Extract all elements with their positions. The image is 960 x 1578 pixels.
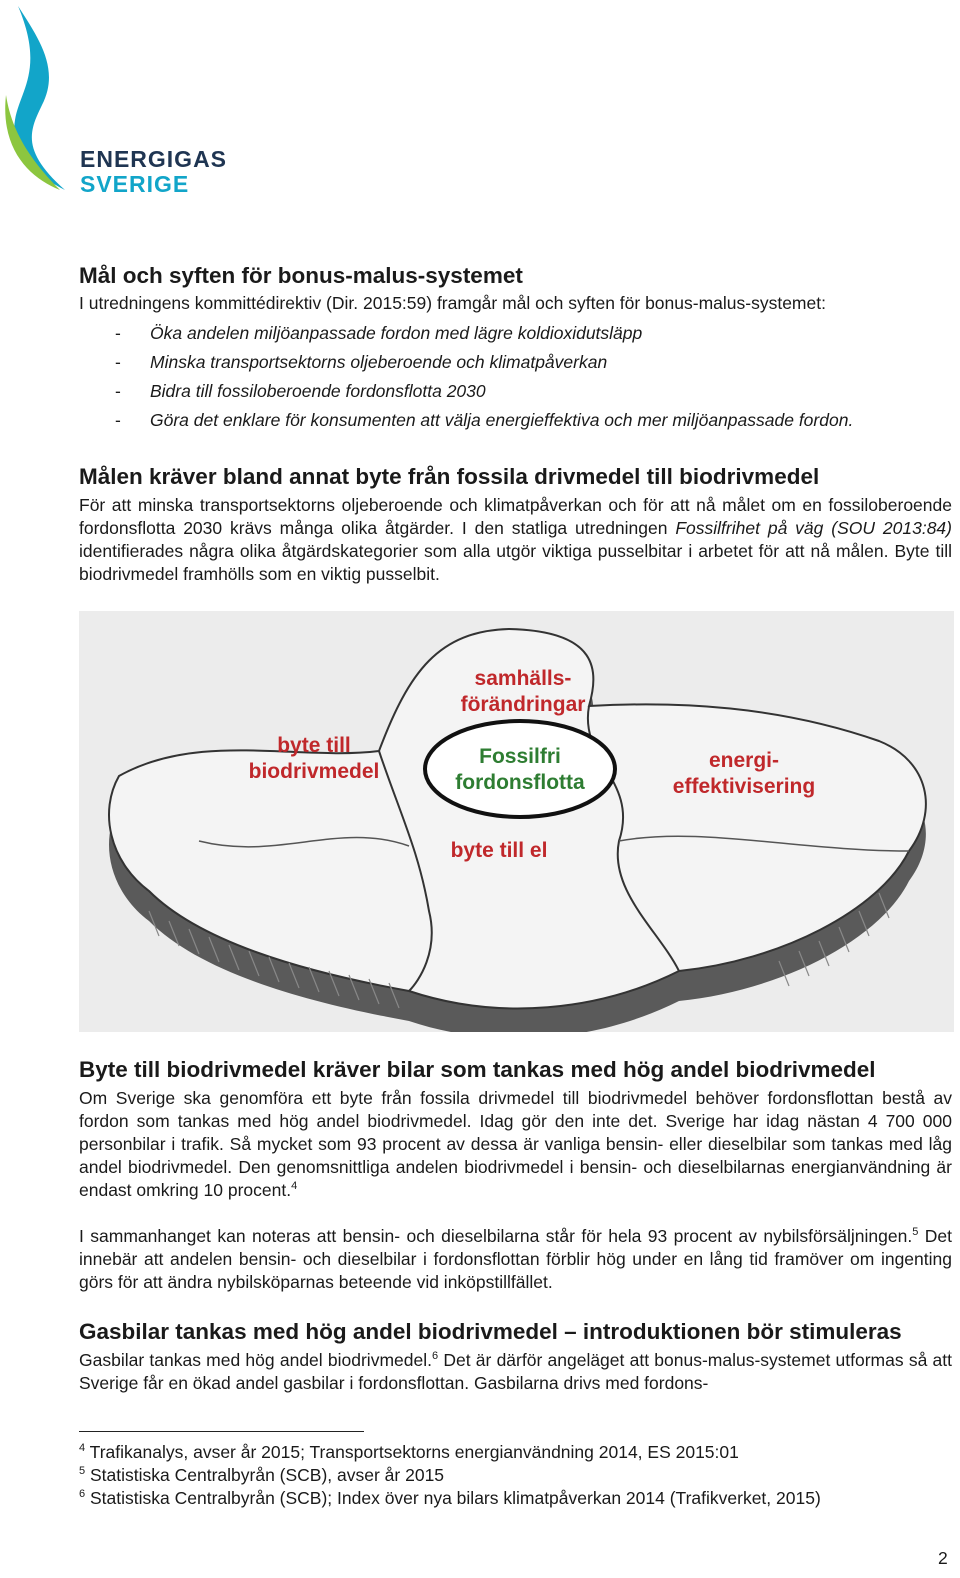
section-heading: Byte till biodrivmedel kräver bilar som tankas med hög andel biodrivmedel [79,1057,876,1082]
section-paragraph: Om Sverige ska genomföra ett byte från fossila drivmedel till biodrivmedel behöver fordonsflottan bestå av fordon som tankas med hög andel biodrivmedel. Idag gör den inte det. Sverige har idag nästan 4 700 000 personbilar i trafik. Så mycket som 93 procent av dessa är vanliga bensin- eller dieselbilar som tankas med låg andel biodrivmedel. Den genomsnittliga andelen biodrivmedel i bensin- och dieselbilarnas energianvändning är endast omkring 10 procent.$^4$ [79,1088,952,1200]
section-paragraph: För att minska transportsektorns oljeberoende och klimatpåverkan och för att nå målet om en fossiloberoende fordonsflotta 2030 krävs många olika åtgärder. I den statliga utredningen Fossilfrihet på väg (SOU 2013:84) identifierades några olika åtgärdskategorier som alla utgör viktiga pusselbitar i arbetet för att nå målen. Byte till biodrivmedel framhölls som en viktig pusselbit. [79,495,952,584]
list-item: - Göra det enklare för konsumenten att välja energieffektiva och mer miljöanpassade fordon. [79,406,952,435]
footnote-ref: 4 [291,1180,298,1193]
footnote-ref: 5 [912,1226,919,1239]
section-paragraph: Gasbilar tankas med hög andel biodrivmedel.$^6$ Det är därför angeläget att bonus-malus-systemet utformas så att Sverige får en ökad andel gasbilar i fordonsflottan. Gasbilarna drivs med fordons- [79,1350,953,1393]
center-ellipse [425,721,615,817]
footnote-divider [79,1431,364,1432]
puzzle-label-center-1: Fossilfri [479,745,561,768]
puzzle-label-center-2: fordonsflotta [455,771,585,794]
section-high-blend-cars [79,1056,952,1294]
section-goals [79,262,952,435]
section-paragraph: I sammanhanget kan noteras att bensin- och dieselbilarna står för hela 93 procent av nybilsförsäljningen.$^5$ Det innebär att andelen bensin- och dieselbilar i fordonsflottan förblir hög under en lång tid framöver om ingenting görs för att ändra nybilsköparnas beteende vid inköpstillfället. [79,1226,952,1292]
footnote: $^4$ Trafikanalys, avser år 2015; Transportsektorns energianvändning 2014, ES 2015:01 [79,1442,739,1462]
puzzle-label-right-2: effektivisering [672,775,816,798]
footnote: $^5$ Statistiska Centralbyrån (SCB), avser år 2015 [79,1465,445,1485]
section-biofuel-switch [79,463,952,586]
bullet-dash: - [115,410,121,430]
section-gas-cars [79,1318,952,1395]
section-heading: Målen kräver bland annat byte från fossila drivmedel till biodrivmedel [79,464,820,489]
section-heading: Mål och syften för bonus-malus-systemet [79,263,523,288]
list-item: - Minska transportsektorns oljeberoende och klimatpåverkan [79,348,952,377]
logo-text-sverige: SVERIGE [80,171,190,197]
list-item: - Öka andelen miljöanpassade fordon med lägre koldioxidutsläpp [79,319,952,348]
puzzle-label-right-1: energi- [708,749,780,772]
bullet-dash: - [115,352,121,372]
puzzle-label-bottom: byte till el [450,839,548,862]
bullet-dash: - [115,323,121,343]
logo-text-energigas: ENERGIGAS [80,146,228,172]
footnote-ref: 6 [431,1350,439,1363]
puzzle-figure [79,611,954,1032]
footnote: $^6$ Statistiska Centralbyrån (SCB); Index över nya bilars klimatpåverkan 2014 (Trafikverket, 2015) [79,1488,821,1508]
puzzle-label-left-1: byte till [277,734,351,757]
page-number: 2 [938,1548,948,1568]
goals-list [79,319,952,435]
puzzle-label-top-1: samhälls- [474,667,572,690]
puzzle-label-top-2: förändringar [460,693,586,716]
puzzle-label-left-2: biodrivmedel [248,760,380,783]
list-item: - Bidra till fossiloberoende fordonsflotta 2030 [79,377,952,406]
bullet-dash: - [115,381,121,401]
puzzle-illustration [79,611,954,1032]
section-intro: I utredningens kommittédirektiv (Dir. 2015:59) framgår mål och syften för bonus-malus-systemet: [79,293,826,313]
section-heading: Gasbilar tankas med hög andel biodrivmedel – introduktionen bör stimuleras [79,1319,902,1344]
footnotes [79,1441,952,1510]
report-title: Fossilfrihet på väg (SOU 2013:84) [675,518,952,538]
